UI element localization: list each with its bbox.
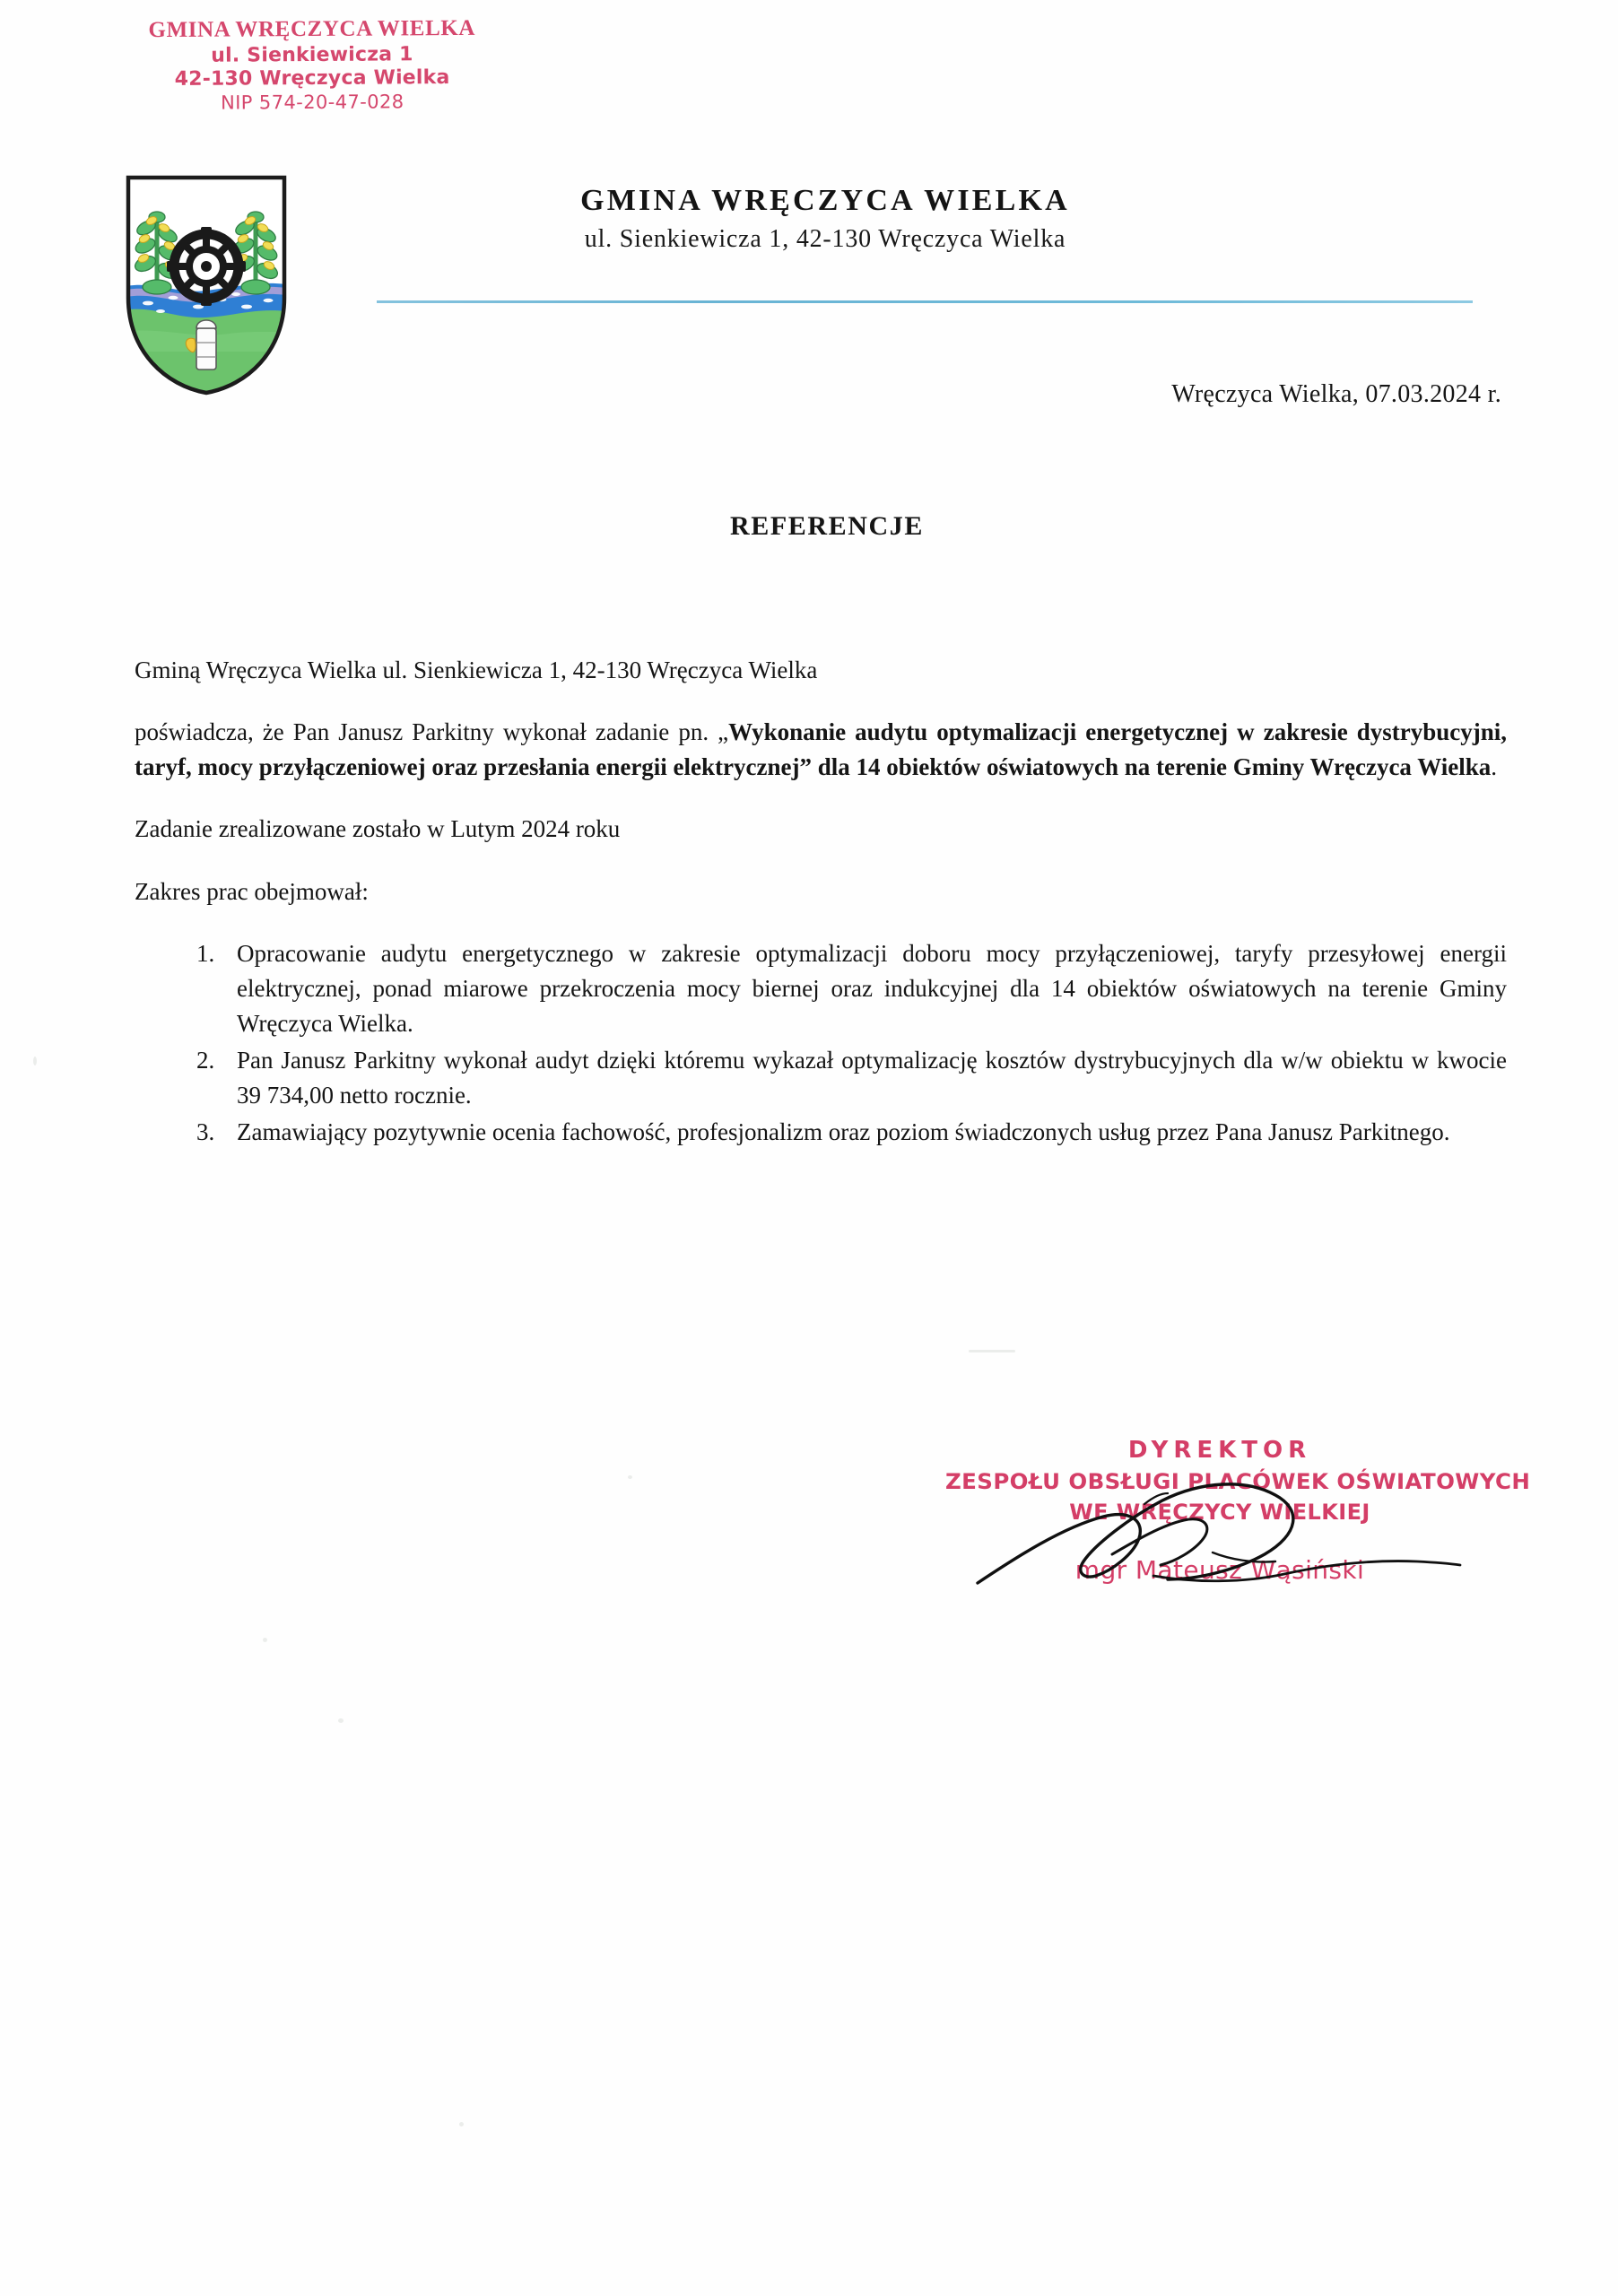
scan-artifact	[628, 1475, 632, 1479]
office-stamp-line-1: GMINA WRĘCZYCA WIELKA	[148, 15, 476, 43]
letterhead	[377, 184, 1274, 254]
statement-paragraph	[135, 715, 1507, 785]
document-body	[135, 653, 1507, 1152]
statement-period: .	[1491, 753, 1497, 781]
office-stamp	[106, 15, 519, 117]
letterhead-organization: GMINA WRĘCZYCA WIELKA	[580, 184, 1070, 217]
scan-artifact	[263, 1638, 267, 1642]
office-stamp-nip: NIP 574-20-47-028	[220, 91, 404, 114]
scan-artifact	[338, 1718, 344, 1723]
scan-artifact	[969, 1350, 1015, 1352]
coat-of-arms-icon	[121, 172, 291, 398]
office-stamp-line-3: 42-130 Wręczyca Wielka	[174, 66, 450, 91]
date-line: Wręczyca Wielka, 07.03.2024 r.	[1171, 380, 1501, 408]
page-title: REFERENCJE	[729, 511, 925, 541]
task-title-tail: dla 14 obiektów oświatowych na terenie Gminy Wręczyca Wielka	[811, 753, 1492, 781]
quote-open-mark: „	[718, 718, 729, 746]
list-item: 2. Pan Janusz Parkitny wykonał audyt dzięki któremu wykazał optymalizację kosztów dystrybucyjnych dla w/w obiektu w kwocie 39 734,00 netto rocznie.	[221, 1043, 1507, 1113]
list-item: 1. Opracowanie audytu energetycznego w zakresie optymalizacji doboru mocy przyłączeniowej, taryfy przesyłowej energii elektrycznej, ponad miarowe przekroczenia mocy biernej oraz indukcyjnej dla 14 obiektów oświatowych na terenie Gminy Wręczyca Wielka.	[221, 936, 1507, 1041]
letterhead-divider	[377, 300, 1473, 303]
letterhead-address: ul. Sienkiewicza 1, 42-130 Wręczyca Wielka	[584, 225, 1066, 253]
scan-artifact	[33, 1057, 37, 1065]
statement-intro: poświadcza, że Pan Janusz Parkitny wykonał zadanie pn.	[135, 718, 718, 746]
list-item: 3. Zamawiający pozytywnie ocenia fachowość, profesjonalizm oraz poziom świadczonych usług przez Pana Janusz Parkitnego.	[221, 1115, 1507, 1150]
signature-unit-line-2: WE WRĘCZYCY WIELKIEJ	[1069, 1500, 1370, 1525]
addressee-paragraph: Gminą Wręczyca Wielka ul. Sienkiewicza 1, 42-130 Wręczyca Wielka	[135, 657, 818, 683]
signature-stamp	[945, 1437, 1531, 1585]
realization-paragraph: Zadanie zrealizowane zostało w Lutym 2024 roku	[135, 815, 621, 843]
signature-role: DYREKTOR	[1127, 1437, 1312, 1464]
task-title-quote: Wykonanie audytu optymalizacji energetycznej w zakresie dystrybucyjni, taryf, mocy przyłączeniowej oraz przesłania energii elektrycznej”	[135, 718, 1507, 781]
office-stamp-line-2: ul. Sienkiewicza 1	[211, 42, 413, 67]
scope-label: Zakres prac obejmował:	[135, 877, 369, 905]
scan-artifact	[459, 2122, 464, 2126]
scope-list	[135, 936, 1507, 1151]
signatory-name: mgr Mateusz Wąsiński	[1074, 1555, 1365, 1585]
signature-unit-line-1: ZESPOŁU OBSŁUGI PLACÓWEK OŚWIATOWYCH	[945, 1469, 1531, 1494]
